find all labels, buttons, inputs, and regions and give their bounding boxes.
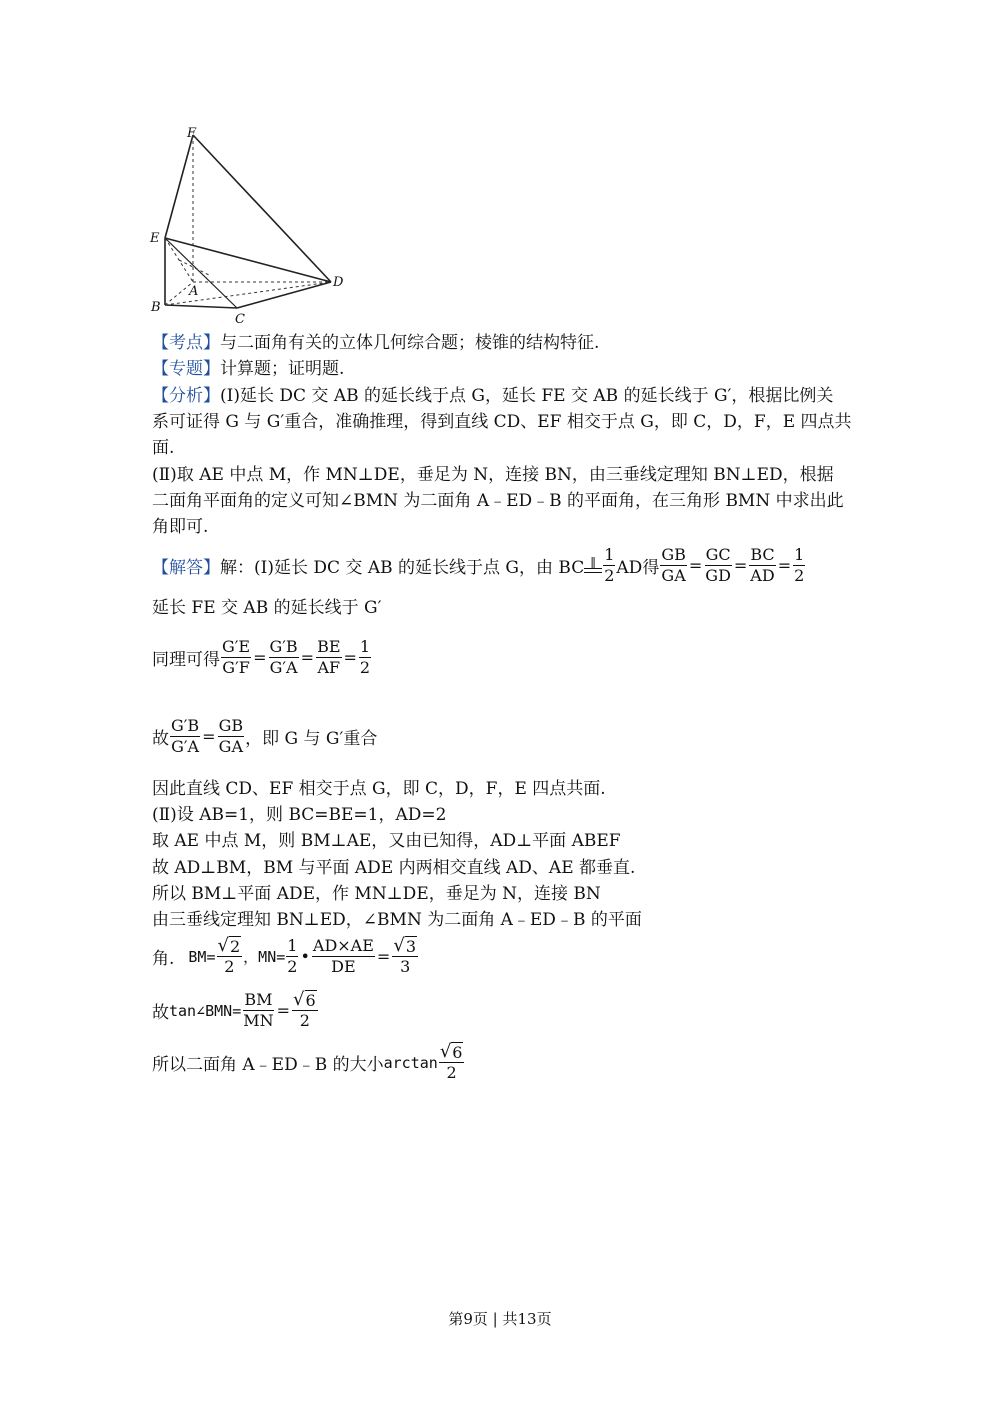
- frac-half-3: $\frac{1}{2}$: [359, 637, 371, 677]
- pyramid-figure: [145, 125, 365, 325]
- jieda-line-2: 延长 FE 交 AB 的延长线于 G′: [152, 598, 382, 618]
- mn-text: ，MN=: [243, 948, 286, 966]
- label-b: B: [151, 300, 161, 315]
- fenxi-line-3: 面.: [152, 438, 175, 458]
- label-d: D: [333, 275, 344, 290]
- page-footer: 第9页 | 共13页: [448, 1310, 552, 1328]
- edge-fd: [193, 135, 331, 282]
- tan-text: tan: [169, 1001, 197, 1020]
- jieda-line-1: 【解答】 解：(Ⅰ)延长 DC 交 AB 的延长线于点 G，由 BC ∥ $\frac{1}{2}$ AD得 $\frac{GB}{GA}$ = $\frac{GC}{GD}$ = $\frac{BC}{AD}$ = $\frac{1}{2}$: [152, 545, 805, 585]
- jieda-line-5: 因此直线 CD、EF 相交于点 G，即 C，D，F，E 四点共面.: [152, 779, 606, 799]
- label-c: C: [235, 312, 245, 325]
- frac-half-1: $\frac{1}{2}$: [604, 545, 615, 585]
- frac-adae-de: $\frac{AD\times AE}{DE}$: [312, 936, 374, 976]
- frac-sqrt6-2-answer: √ 6 2: [439, 1041, 463, 1082]
- jiao-text: 角.: [152, 949, 175, 969]
- frac-sqrt2-2: √ 2 2: [217, 935, 241, 976]
- zhuanti-line: [152, 356, 344, 382]
- arctan-text: arctan: [383, 1053, 438, 1072]
- fenxi-text-1: (Ⅰ)延长 DC 交 AB 的延长线于点 G，延长 FE 交 AB 的延长线于 G′，根据比例关: [220, 386, 834, 406]
- edge-fe: [165, 135, 193, 238]
- pyramid-diagram: [145, 125, 365, 325]
- frac-gb-ga: $\frac{GB}{GA}$: [661, 545, 686, 585]
- frac-half-4: $\frac{1}{2}$: [287, 936, 298, 976]
- frac-ge-gf: $\frac{G'E}{G'F}$: [222, 637, 251, 677]
- ad-text: AD得: [616, 558, 660, 578]
- fenxi-line-6: 角即可.: [152, 517, 209, 537]
- fenxi-line-5: 二面角平面角的定义可知∠BMN 为二面角 A﹣ED﹣B 的平面角，在三角形 BMN 中求出此: [152, 491, 844, 511]
- edge-cd: [237, 282, 331, 308]
- kaodian-line: [152, 330, 599, 356]
- gu-text-2: 故: [152, 1003, 169, 1023]
- gu-text: 故: [152, 729, 169, 749]
- parallel-equal-symbol: [584, 558, 602, 573]
- fenxi-line-4: (Ⅱ)取 AE 中点 M，作 MN⊥DE，垂足为 N，连接 BN，由三垂线定理知 BN⊥ED，根据: [152, 465, 834, 485]
- frac-gc-gd: $\frac{GC}{GD}$: [705, 545, 731, 585]
- frac-bc-ad: $\frac{BC}{AD}$: [750, 545, 775, 585]
- fenxi-line-1: [152, 383, 833, 409]
- jieda-line-11: 角. BM= √ 2 2 ，MN= $\frac{1}{2}$ • $\frac{AD\times AE}{DE}$ = √ 3 3: [152, 935, 416, 976]
- chonghe-text: ，即 G 与 G′重合: [245, 729, 378, 749]
- zhuanti-text: 计算题；证明题.: [220, 359, 345, 379]
- frac-gb-ga-prime: $\frac{G'B}{G'A}$: [269, 637, 298, 677]
- jieda-line-3: 同理可得 $\frac{G'E}{G'F}$ = $\frac{G'B}{G'A}$ = $\frac{BE}{AF}$ = $\frac{1}{2}$: [152, 637, 371, 677]
- fenxi-line-2: 系可证得 G 与 G′重合，准确推理，得到直线 CD、EF 相交于点 G，即 C，D，F，E 四点共: [152, 412, 852, 432]
- jieda-line-13: [152, 1042, 465, 1083]
- frac-bm-mn: $\frac{BM}{MN}$: [243, 990, 274, 1030]
- frac-gpb-gpa: $\frac{G'B}{G'A}$: [171, 716, 200, 756]
- frac-sqrt3-3: √ 3 3: [393, 935, 416, 976]
- frac-sqrt6-2: √ 6 2: [293, 989, 316, 1030]
- label-f: F: [187, 126, 197, 141]
- bm-text: BM=: [188, 947, 216, 966]
- kaodian-tag: 【考点】: [152, 333, 220, 353]
- kaodian-text: 与二面角有关的立体几何综合题；棱锥的结构特征.: [220, 333, 600, 353]
- label-a: A: [189, 284, 199, 299]
- jieda-line-7: 取 AE 中点 M，则 BM⊥AE，又由已知得，AD⊥平面 ABEF: [152, 831, 621, 851]
- jieda-line-9: 所以 BM⊥平面 ADE，作 MN⊥DE，垂足为 N，连接 BN: [152, 884, 601, 904]
- edge-ed: [165, 238, 331, 282]
- tongli-text: 同理可得: [152, 650, 220, 670]
- label-e: E: [150, 231, 160, 246]
- frac-be-af: $\frac{BE}{AF}$: [317, 637, 341, 677]
- jieda-line-6: (Ⅱ)设 AB=1，则 BC=BE=1，AD=2: [152, 805, 447, 825]
- fenxi-tag: 【分析】: [152, 386, 220, 406]
- jieda-line-12: 故 tan ∠BMN= $\frac{BM}{MN}$ = √ 6 2: [152, 989, 316, 1030]
- jieda-text-1: 解：(Ⅰ)延长 DC 交 AB 的延长线于点 G，由 BC: [220, 558, 585, 578]
- answer-text: 所以二面角 A﹣ED﹣B 的大小: [152, 1055, 384, 1075]
- angle-bmn-text: ∠BMN=: [196, 1001, 242, 1020]
- frac-gb-ga-2: $\frac{GB}{GA}$: [218, 716, 244, 756]
- zhuanti-tag: 【专题】: [152, 359, 220, 379]
- edge-bc: [165, 305, 237, 308]
- jieda-line-4: 故 $\frac{G'B}{G'A}$ = $\frac{GB}{GA}$ ，即 G 与 G′重合: [152, 716, 378, 756]
- frac-half-2: $\frac{1}{2}$: [794, 545, 805, 585]
- edge-ec: [165, 238, 237, 308]
- parallel-sign: ∥: [590, 556, 596, 570]
- jieda-line-10: 由三垂线定理知 BN⊥ED，∠BMN 为二面角 A﹣ED﹣B 的平面: [152, 910, 642, 930]
- edge-mn-hidden: [179, 260, 209, 275]
- jieda-line-8: 故 AD⊥BM，BM 与平面 ADE 内两相交直线 AD、AE 都垂直.: [152, 858, 636, 878]
- jieda-tag: 【解答】: [152, 558, 220, 578]
